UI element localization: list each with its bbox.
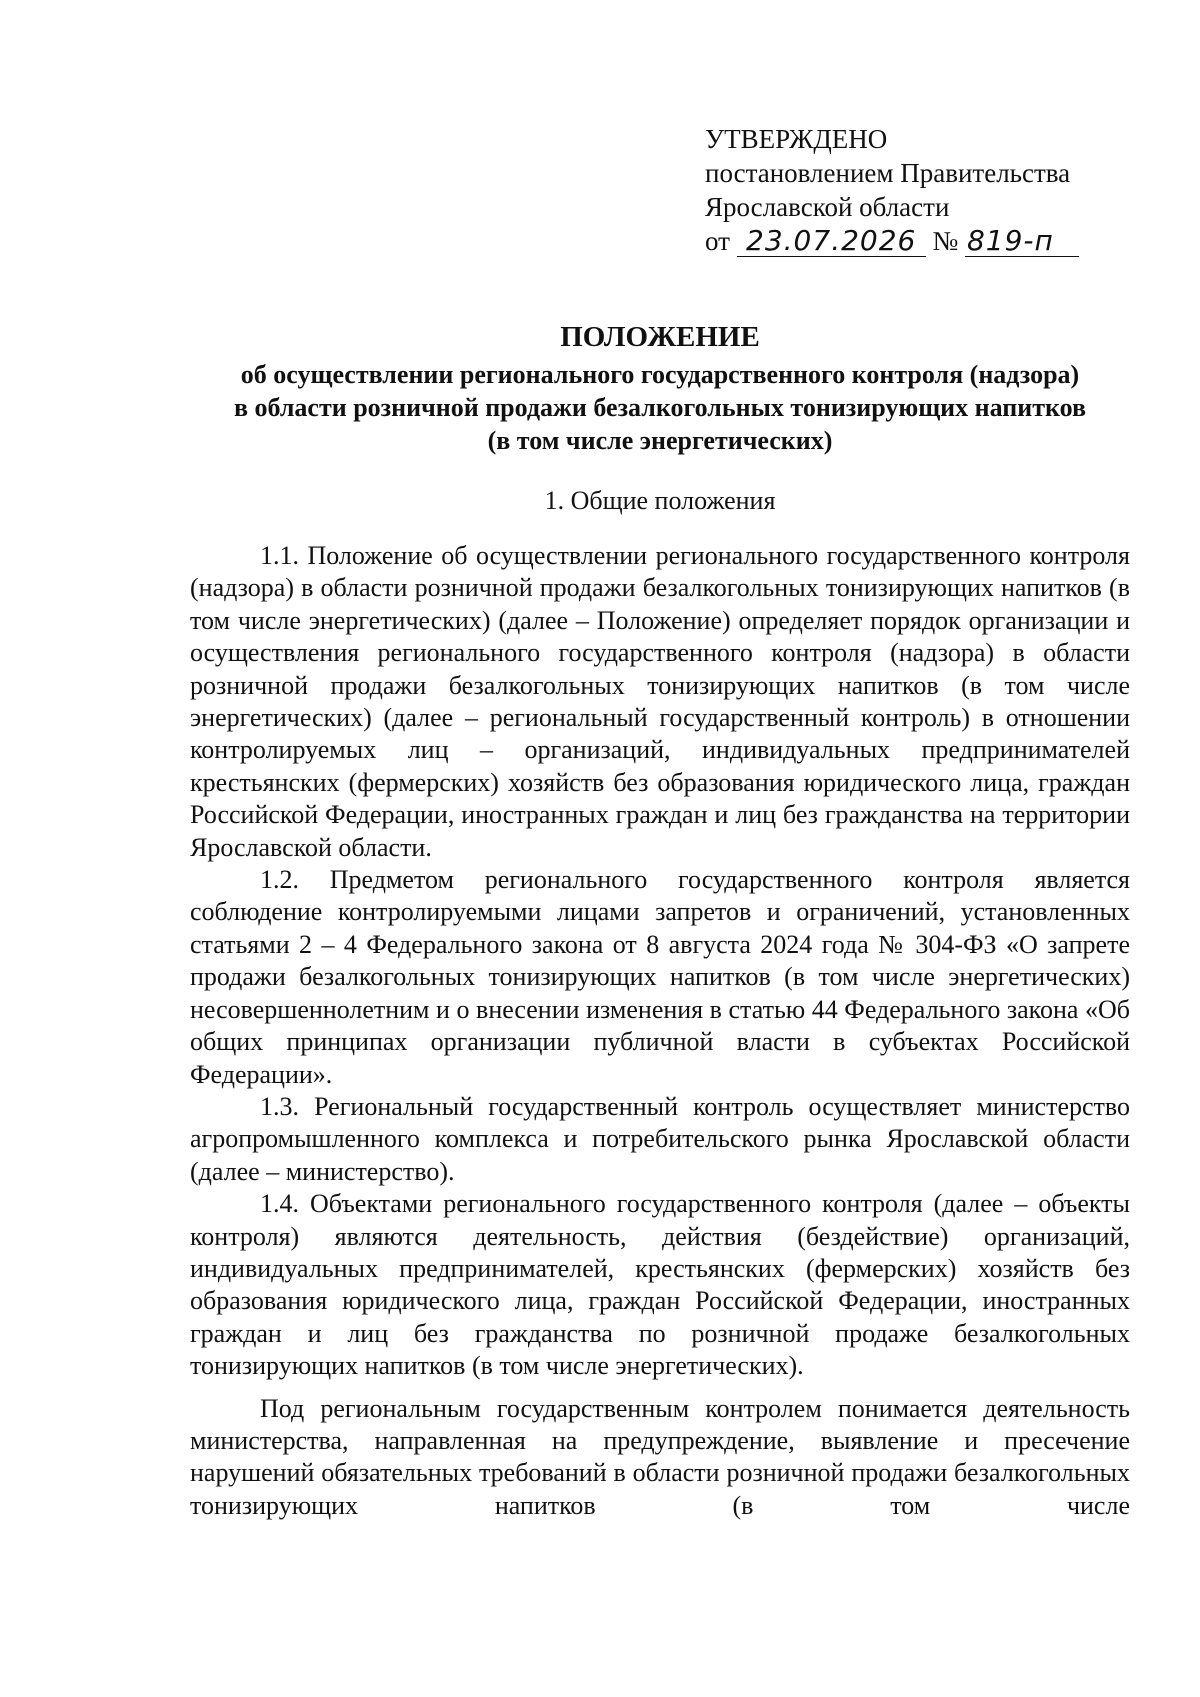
approval-number: 819-п xyxy=(965,226,1079,257)
section-heading: 1. Общие положения xyxy=(544,486,776,515)
approval-date-line xyxy=(705,224,1079,258)
paragraph-1-4: 1.4. Объектами регионального государственного контроля (далее – объекты контроля) являются деятельность, действия (бездействие) организаций, индивидуальных предпринимателей, крестьянских (фермерских) хозяйств без образования юридического лица, граждан Российской Федерации, иностранных граждан и лиц без гражданства по розничной продаже безалкогольных тонизирующих напитков (в том числе энергетических). xyxy=(190,1189,1130,1381)
title-main: ПОЛОЖЕНИЕ xyxy=(560,321,760,353)
approval-stamp xyxy=(705,122,1079,258)
approval-decree: постановлением Правительства xyxy=(705,158,1071,188)
paragraph-1-1: 1.1. Положение об осуществлении регионального государственного контроля (надзора) в области розничной продажи безалкогольных тонизирующих напитков (в том числе энергетических) (далее – Положение) определяет порядок организации и осуществления регионального государственного контроля (надзора) в области розничной продажи безалкогольных тонизирующих напитков (в том числе энергетических) (далее – региональный государственный контроль) в отношении контролируемых лиц – организаций, индивидуальных предпринимателей крестьянских (фермерских) хозяйств без образования юридического лица, граждан Российской Федерации, иностранных граждан и лиц без гражданства на территории Ярославской области. xyxy=(190,541,1130,862)
paragraph-1-3: 1.3. Региональный государственный контроль осуществляет министерство агропромышленного комплекса и потребительского рынка Ярославской области (далее – министерство). xyxy=(190,1091,1130,1186)
approval-from-label: от xyxy=(705,226,730,256)
title-sub-3: (в том числе энергетических) xyxy=(487,426,833,455)
approval-region: Ярославской области xyxy=(705,192,950,222)
approval-heading: УТВЕРЖДЕНО xyxy=(705,124,888,154)
title-sub-2: в области розничной продажи безалкогольных тонизирующих напитков xyxy=(233,393,1087,422)
document-body xyxy=(190,540,1130,1522)
document-title xyxy=(190,320,1130,457)
title-sub-1: об осуществлении регионального государственного контроля (надзора) xyxy=(240,360,1080,389)
paragraph-1-2: 1.2. Предметом регионального государственного контроля является соблюдение контролируемыми лицами запретов и ограничений, установленных статьями 2 – 4 Федерального закона от 8 августа 2024 года № 304-ФЗ «О запрете продажи безалкогольных тонизирующих напитков (в том числе энергетических) несовершеннолетним и о внесении изменения в статью 44 Федерального закона «Об общих принципах организации публичной власти в субъектах Российской Федерации». xyxy=(190,865,1130,1089)
approval-number-label: № xyxy=(932,226,959,256)
paragraph-under: Под региональным государственным контролем понимается деятельность министерства, направленная на предупреждение, выявление и пресечение нарушений обязательных требований в области розничной продажи безалкогольных тонизирующих напитков (в том числе xyxy=(190,1393,1130,1520)
approval-date: 23.07.2026 xyxy=(737,226,926,257)
